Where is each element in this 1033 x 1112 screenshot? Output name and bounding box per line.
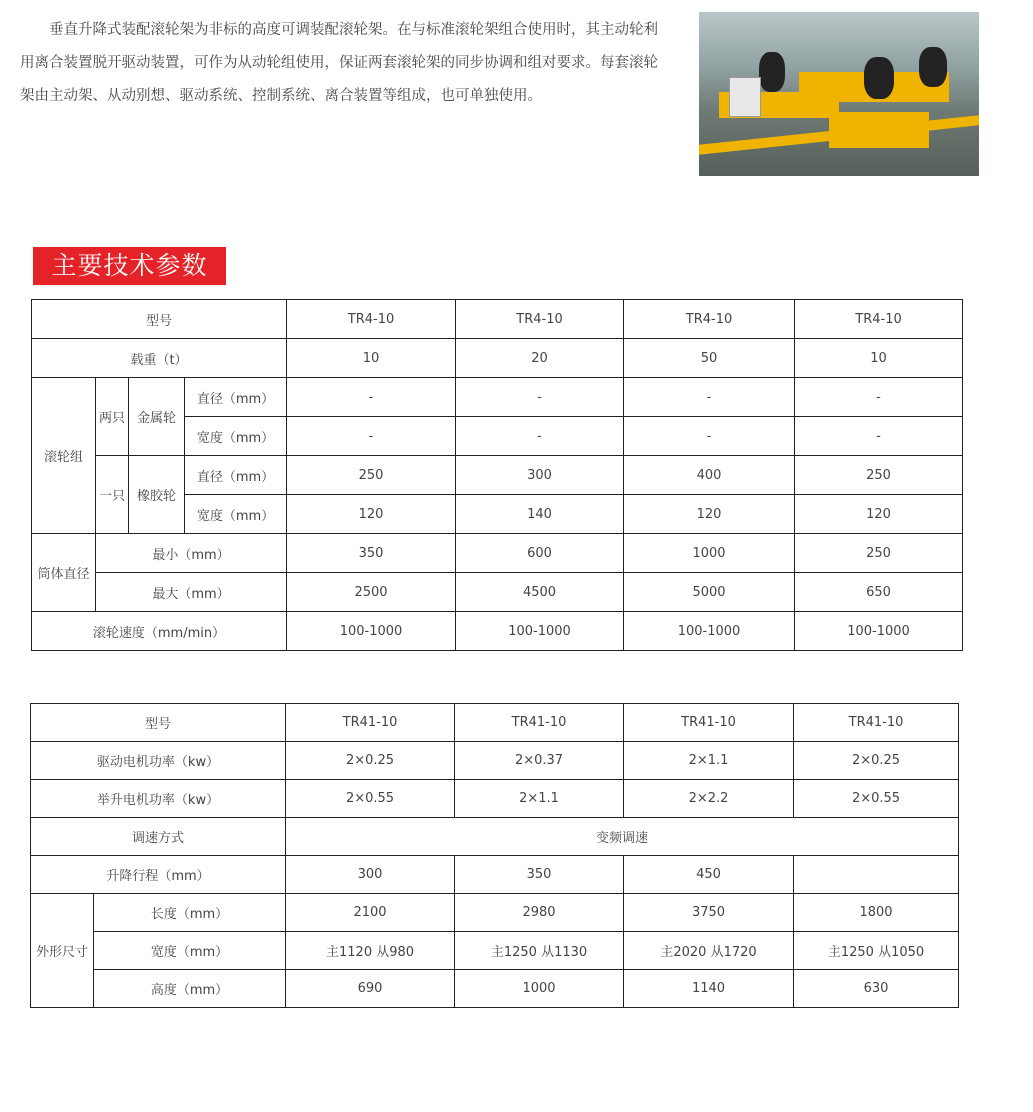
cell: 350 xyxy=(455,856,624,894)
row-label: 直径（mm） xyxy=(185,378,287,417)
row-label: 高度（mm） xyxy=(94,970,286,1008)
cell: 1000 xyxy=(624,534,795,573)
cell: - xyxy=(287,378,456,417)
cell: - xyxy=(456,378,624,417)
cell: 600 xyxy=(456,534,624,573)
cell: 400 xyxy=(624,456,795,495)
row-label: 最小（mm） xyxy=(96,534,287,573)
table-row xyxy=(31,932,959,970)
cell: 50 xyxy=(624,339,795,378)
row-label: 载重（t） xyxy=(32,339,287,378)
table-row xyxy=(31,704,959,742)
cell: TR41-10 xyxy=(624,704,794,742)
cell: 120 xyxy=(624,495,795,534)
cell: 2×0.55 xyxy=(286,780,455,818)
row-label: 滚轮速度（mm/min） xyxy=(32,612,287,651)
cell xyxy=(794,856,959,894)
row-sub-label: 两只 xyxy=(96,378,129,456)
row-group-label: 筒体直径 xyxy=(32,534,96,612)
cell: - xyxy=(287,417,456,456)
cell: 120 xyxy=(287,495,456,534)
row-label: 升降行程（mm） xyxy=(31,856,286,894)
cell: 100-1000 xyxy=(624,612,795,651)
cell: 100-1000 xyxy=(287,612,456,651)
cell: - xyxy=(624,417,795,456)
cell: 1000 xyxy=(455,970,624,1008)
row-sub-label: 金属轮 xyxy=(129,378,185,456)
cell: 140 xyxy=(456,495,624,534)
row-sub-label: 一只 xyxy=(96,456,129,534)
cell: 250 xyxy=(795,534,963,573)
table-row xyxy=(32,456,963,495)
table-row xyxy=(31,894,959,932)
cell: 1800 xyxy=(794,894,959,932)
cell: 主1120 从980 xyxy=(286,932,455,970)
cell: 100-1000 xyxy=(795,612,963,651)
table-row xyxy=(31,856,959,894)
cell: TR41-10 xyxy=(286,704,455,742)
section-heading: 主要技术参数 xyxy=(33,247,226,285)
cell: 2×0.55 xyxy=(794,780,959,818)
cell: 250 xyxy=(287,456,456,495)
row-group-label: 外形尺寸 xyxy=(31,894,94,1008)
cell: 2×1.1 xyxy=(624,742,794,780)
cell: 450 xyxy=(624,856,794,894)
table-row xyxy=(31,970,959,1008)
row-label: 宽度（mm） xyxy=(94,932,286,970)
cell: 2×0.37 xyxy=(455,742,624,780)
cell: 20 xyxy=(456,339,624,378)
product-photo xyxy=(699,12,979,176)
spec-table-2 xyxy=(30,703,959,1008)
cell: 变频调速 xyxy=(286,818,959,856)
cell: 300 xyxy=(456,456,624,495)
table-row xyxy=(32,612,963,651)
cell: TR4-10 xyxy=(456,300,624,339)
cell: 100-1000 xyxy=(456,612,624,651)
row-label: 宽度（mm） xyxy=(185,417,287,456)
cell: 2980 xyxy=(455,894,624,932)
table-row xyxy=(32,300,963,339)
cell: 2×0.25 xyxy=(286,742,455,780)
cell: 主1250 从1050 xyxy=(794,932,959,970)
cell: 5000 xyxy=(624,573,795,612)
cell: 630 xyxy=(794,970,959,1008)
cell: - xyxy=(456,417,624,456)
table-row xyxy=(32,534,963,573)
intro-paragraph: 垂直升降式装配滚轮架为非标的高度可调装配滚轮架。在与标准滚轮架组合使用时，其主动轮利用离合装置脱开驱动装置，可作为从动轮组使用，保证两套滚轮架的同步协调和组对要求。每套滚轮架由主动架、从动别想、驱动系统、控制系统、离合装置等组成，也可单独使用。 xyxy=(20,22,658,104)
row-label: 调速方式 xyxy=(31,818,286,856)
row-label: 长度（mm） xyxy=(94,894,286,932)
cell: - xyxy=(624,378,795,417)
cell: 250 xyxy=(795,456,963,495)
cell: 4500 xyxy=(456,573,624,612)
cell: 2500 xyxy=(287,573,456,612)
intro-text xyxy=(20,14,660,113)
row-label: 举升电机功率（kw） xyxy=(31,780,286,818)
cell: 2×0.25 xyxy=(794,742,959,780)
table-row xyxy=(31,742,959,780)
cell: TR4-10 xyxy=(795,300,963,339)
cell: 650 xyxy=(795,573,963,612)
row-label: 驱动电机功率（kw） xyxy=(31,742,286,780)
row-label: 型号 xyxy=(32,300,287,339)
row-group-label: 滚轮组 xyxy=(32,378,96,534)
row-label: 宽度（mm） xyxy=(185,495,287,534)
cell: 1140 xyxy=(624,970,794,1008)
cell: 2×2.2 xyxy=(624,780,794,818)
row-label: 型号 xyxy=(31,704,286,742)
cell: - xyxy=(795,378,963,417)
cell: 主1250 从1130 xyxy=(455,932,624,970)
cell: TR4-10 xyxy=(624,300,795,339)
table-row xyxy=(31,780,959,818)
cell: 120 xyxy=(795,495,963,534)
table-row xyxy=(32,378,963,417)
cell: 350 xyxy=(287,534,456,573)
cell: TR4-10 xyxy=(287,300,456,339)
cell: 690 xyxy=(286,970,455,1008)
cell: 10 xyxy=(795,339,963,378)
table-row xyxy=(32,339,963,378)
cell: TR41-10 xyxy=(455,704,624,742)
row-label: 最大（mm） xyxy=(96,573,287,612)
row-sub-label: 橡胶轮 xyxy=(129,456,185,534)
spec-table-1 xyxy=(31,299,963,651)
cell: 300 xyxy=(286,856,455,894)
cell: - xyxy=(795,417,963,456)
cell: 10 xyxy=(287,339,456,378)
cell: 3750 xyxy=(624,894,794,932)
cell: 2×1.1 xyxy=(455,780,624,818)
cell: TR41-10 xyxy=(794,704,959,742)
cell: 2100 xyxy=(286,894,455,932)
table-row xyxy=(31,818,959,856)
table-row xyxy=(32,573,963,612)
row-label: 直径（mm） xyxy=(185,456,287,495)
cell: 主2020 从1720 xyxy=(624,932,794,970)
